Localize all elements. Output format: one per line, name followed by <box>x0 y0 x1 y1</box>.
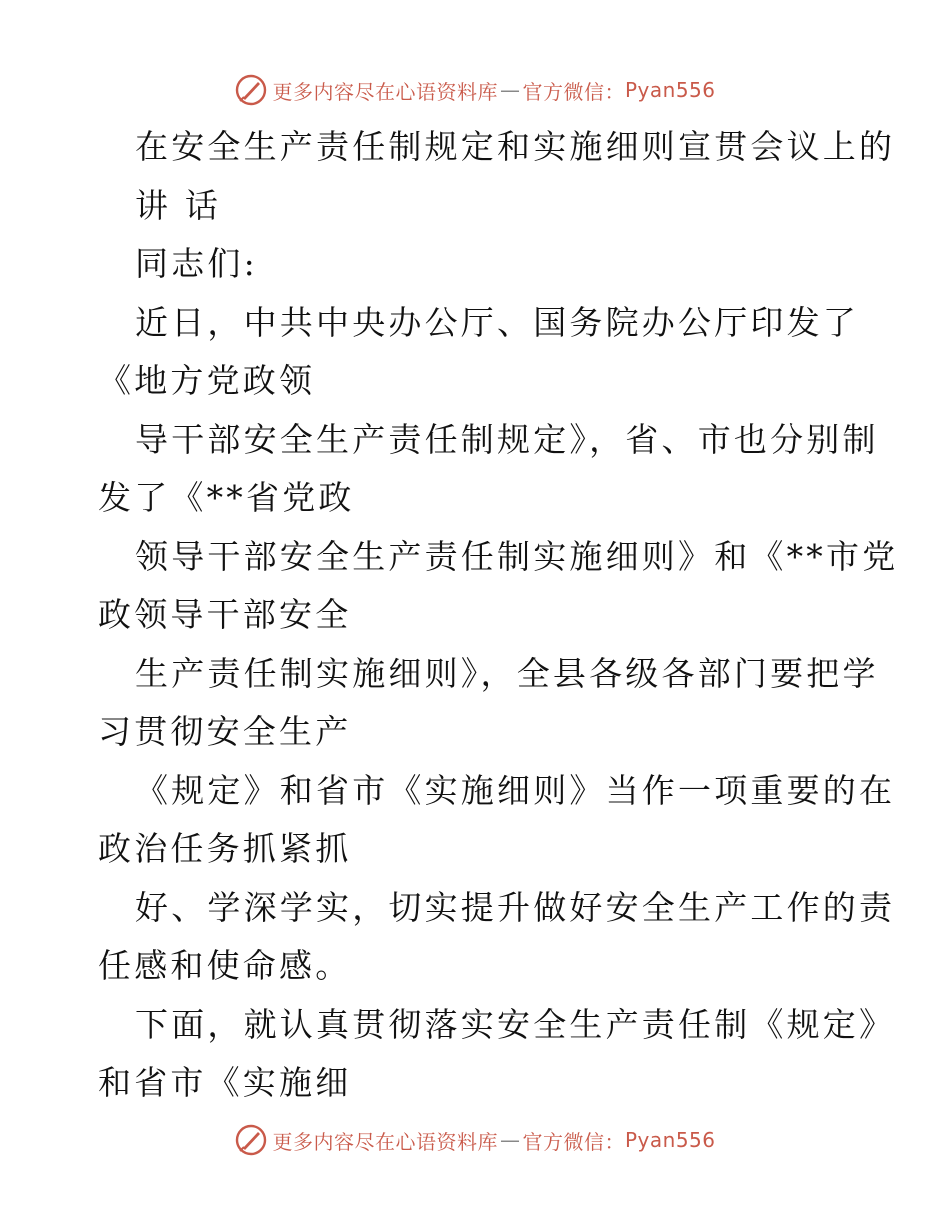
quill-logo-icon <box>234 1123 268 1157</box>
watermark-main-text: 更多内容尽在心语资料库 <box>272 1129 498 1154</box>
watermark-main-text: 更多内容尽在心语资料库 <box>272 79 498 104</box>
watermark-wechat-id: Pyan556 <box>624 1128 716 1152</box>
watermark-wechat-id: Pyan556 <box>624 78 716 102</box>
text-line: 下面，就认真贯彻落实安全生产责任制《规定》 <box>135 1004 896 1044</box>
text-line: 任感和使命感。 <box>98 946 352 985</box>
footer-watermark <box>0 1120 950 1160</box>
text-line: 发了《**省党政 <box>98 478 355 517</box>
text-line: 近日，中共中央办公厅、国务院办公厅印发了 <box>135 302 859 342</box>
watermark-separator: — <box>499 78 521 102</box>
watermark-separator: — <box>499 1128 521 1152</box>
header-watermark <box>0 70 950 110</box>
text-line: 政领导干部安全 <box>98 595 352 634</box>
text-line: 好、学深学实，切实提升做好安全生产工作的责 <box>135 887 896 927</box>
document-body <box>0 118 950 1113</box>
text-line: 生产责任制实施细则》，全县各级各部门要把学 <box>135 653 879 693</box>
text-line: 导干部安全生产责任制规定》，省、市也分别制 <box>135 419 879 459</box>
text-line: 《规定》和省市《实施细则》当作一项重要的在 <box>135 770 896 810</box>
text-line: 《地方党政领 <box>98 361 316 400</box>
watermark-wechat-label: 官方微信： <box>522 79 625 104</box>
text-line: 和省市《实施细 <box>98 1063 352 1102</box>
text-line: 习贯彻安全生产 <box>98 712 352 751</box>
text-line: 领导干部安全生产责任制实施细则》和《**市党 <box>135 536 899 576</box>
watermark-wechat-label: 官方微信： <box>522 1129 625 1154</box>
text-line: 政治任务抓紧抓 <box>98 829 352 868</box>
title-line-1: 在安全生产责任制规定和实施细则宣贯会议上的 <box>135 127 896 166</box>
salutation: 同志们: <box>135 244 258 283</box>
quill-logo-icon <box>234 73 268 107</box>
title-line-2: 讲 话 <box>135 185 222 225</box>
